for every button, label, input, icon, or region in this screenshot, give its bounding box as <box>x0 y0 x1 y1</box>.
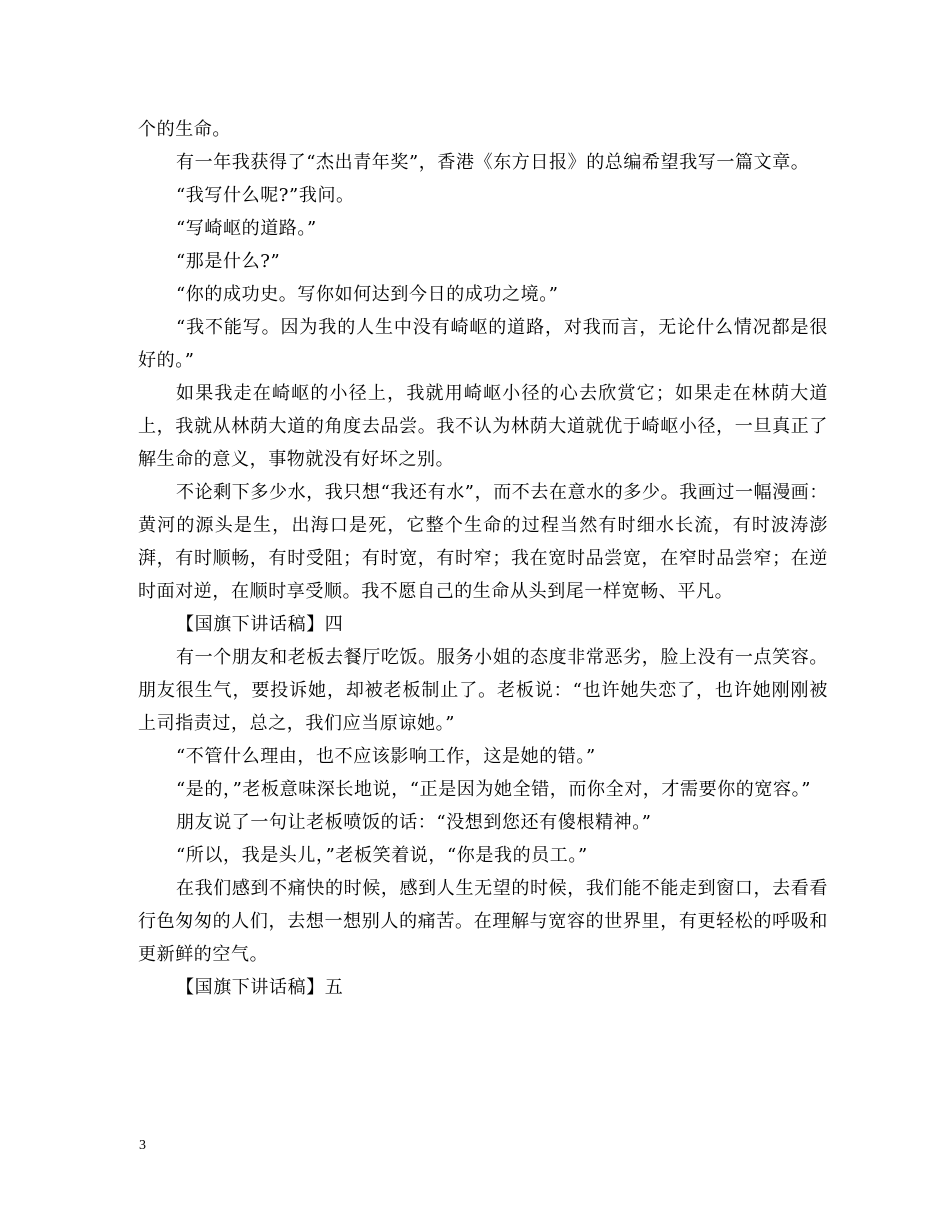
dialogue-line: “写崎岖的道路。” <box>176 218 317 239</box>
page-number: 3 <box>139 1138 146 1153</box>
paragraph: 在我们感到不痛快的时候，感到人生无望的时候，我们能不能走到窗口，去看看行色匆匆的人们，去想一想别人的痛苦。在理解与宽容的世界里，有更轻松的呼吸和更新鲜的空气。 <box>138 878 828 965</box>
dialogue-line: “不管什么理由，也不应该影响工作，这是她的错。” <box>176 746 596 767</box>
paragraph: 不论剩下多少水，我只想“我还有水”，而不去在意水的多少。我画过一幅漫画：黄河的源头是生，出海口是死，它整个生命的过程当然有时细水长流，有时波涛澎湃，有时顺畅，有时受阻；有时宽，有时窄；我在宽时品尝宽，在窄时品尝窄；在逆时面对逆，在顺时享受顺。我不愿自己的生命从头到尾一样宽畅、平凡。 <box>138 482 829 602</box>
dialogue-line: “我不能写。因为我的人生中没有崎岖的道路，对我而言，无论什么情况都是很好的。” <box>138 317 828 371</box>
section-heading: 【国旗下讲话稿】四 <box>176 614 344 635</box>
paragraph: 如果我走在崎岖的小径上，我就用崎岖小径的心去欣赏它；如果走在林荫大道上，我就从林荫大道的角度去品尝。我不认为林荫大道就优于崎岖小径，一旦真正了解生命的意义，事物就没有好坏之别。 <box>138 383 828 470</box>
dialogue-line: “那是什么?” <box>176 251 281 272</box>
body-text <box>138 113 828 1004</box>
dialogue-line: “你的成功史。写你如何达到今日的成功之境。” <box>176 284 559 305</box>
paragraph: 有一年我获得了“杰出青年奖”，香港《东方日报》的总编希望我写一篇文章。 <box>176 152 810 173</box>
dialogue-line: “所以，我是头儿，”老板笑着说，“你是我的员工。” <box>176 845 588 866</box>
dialogue-line: “是的，”老板意味深长地说，“正是因为她全错，而你全对，才需要你的宽容。” <box>176 779 812 800</box>
paragraph-continuation: 个的生命。 <box>138 119 231 140</box>
paragraph: 有一个朋友和老板去餐厅吃饭。服务小姐的态度非常恶劣，脸上没有一点笑容。朋友很生气，要投诉她，却被老板制止了。老板说：“也许她失恋了，也许她刚刚被上司指责过，总之，我们应当原谅她。” <box>138 647 828 734</box>
dialogue-line: “我写什么呢?”我问。 <box>176 185 355 206</box>
section-heading: 【国旗下讲话稿】五 <box>176 977 344 998</box>
paragraph: 朋友说了一句让老板喷饭的话：“没想到您还有傻根精神。” <box>176 812 652 833</box>
